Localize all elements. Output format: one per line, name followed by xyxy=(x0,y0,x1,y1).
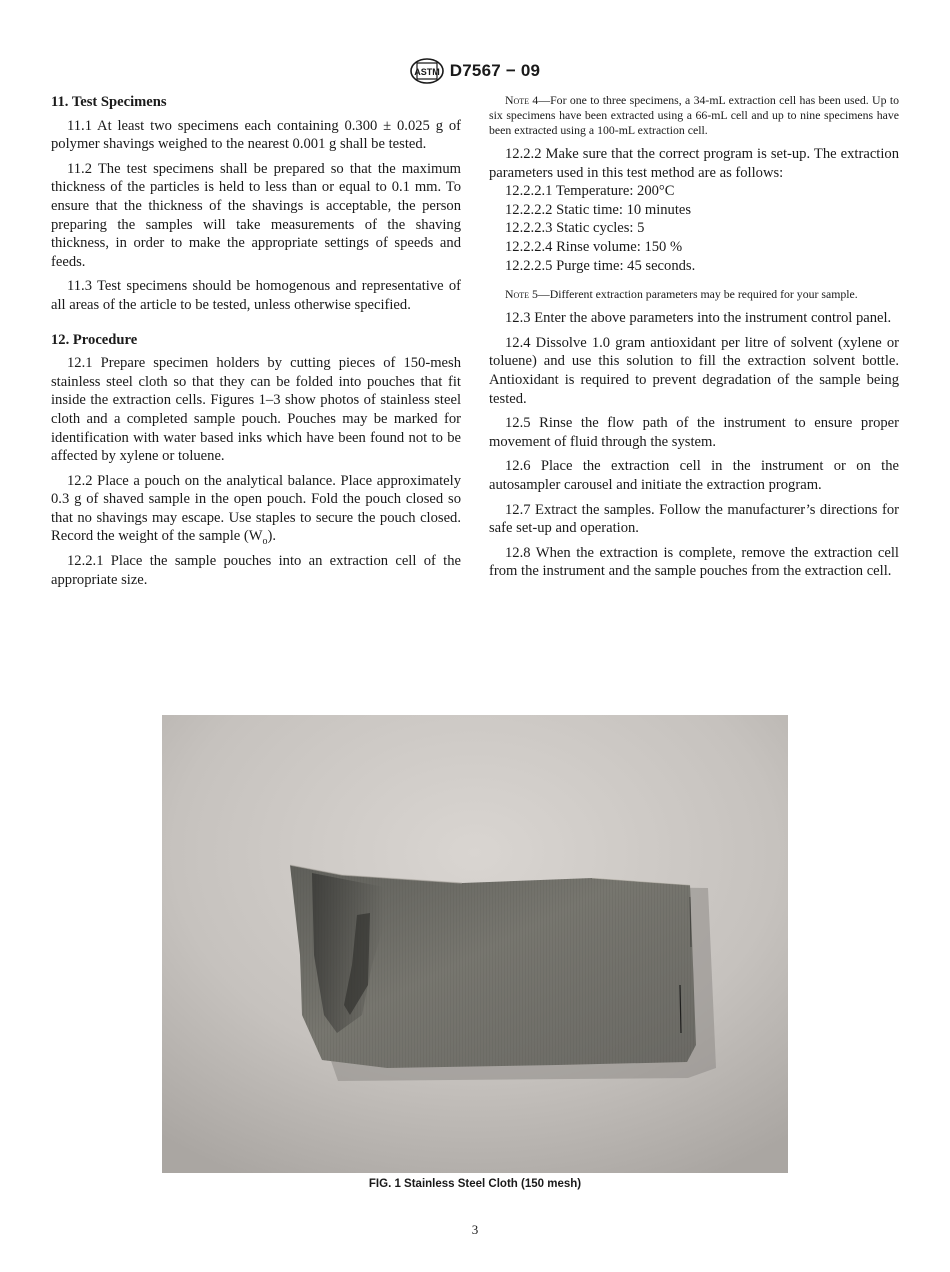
right-column xyxy=(489,93,899,587)
note-5-label: Note 5 xyxy=(505,287,538,302)
page-number: 3 xyxy=(471,1222,479,1237)
parameter-rinse-volume: 12.2.2.4 Rinse volume: 150 % xyxy=(505,238,683,255)
figure-1-caption: FIG. 1 Stainless Steel Cloth (150 mesh) xyxy=(368,1178,582,1190)
paragraph-12-8: 12.8 When the extraction is complete, remove the extraction cell from the instrument and the sample pouches from the extraction cell. xyxy=(489,544,899,580)
astm-logo-icon xyxy=(410,58,444,84)
steel-cloth-photo-image xyxy=(162,715,788,1173)
note-4 xyxy=(489,93,899,138)
parameter-purge-time: 12.2.2.5 Purge time: 45 seconds. xyxy=(505,257,696,274)
weight-subscript: o xyxy=(262,536,268,548)
note-4-label: Note 4 xyxy=(505,93,539,107)
note-5-text: —Different extraction parameters may be required for your sample. xyxy=(537,287,858,302)
note-5 xyxy=(489,287,899,302)
parameter-temperature: 12.2.2.1 Temperature: 200°C xyxy=(505,183,675,200)
paragraph-12-6: 12.6 Place the extraction cell in the instrument or on the autosampler carousel and initiate the extraction program. xyxy=(489,458,899,493)
section-12-heading: 12. Procedure xyxy=(51,331,138,348)
paragraph-12-7: 12.7 Extract the samples. Follow the manufacturer’s directions for safe set-up and operation. xyxy=(489,501,899,537)
paragraph-11-2: 11.2 The test specimens shall be prepared so that the maximum thickness of the particles is held to less than or equal to 0.1 mm. To ensure that the thickness of the shavings is acceptable, the person preparing the samples will take measurements of the shaving thickness, in order to make the appropriate settings of speeds and feeds. xyxy=(51,160,461,270)
paragraph-12-4: 12.4 Dissolve 1.0 gram antioxidant per litre of solvent (xylene or toluene) and use this solution to fill the extraction solvent bottle. Antioxidant is required to prevent degradation of the sample being tested. xyxy=(489,334,899,407)
parameter-static-cycles: 12.2.2.3 Static cycles: 5 xyxy=(505,220,645,237)
left-column xyxy=(51,93,461,595)
page-header xyxy=(0,56,950,86)
paragraph-12-5: 12.5 Rinse the flow path of the instrument to ensure proper movement of fluid through the system. xyxy=(489,415,899,450)
paragraph-12-3: 12.3 Enter the above parameters into the instrument control panel. xyxy=(505,310,892,327)
logo-text: ASTM xyxy=(414,67,440,77)
note-4-text: —For one to three specimens, a 34-mL extraction cell has been used. Up to six specimens have been extracted using a 66-mL cell and up to nine specimens have been extracted using a 100-mL extraction cell. xyxy=(489,93,899,137)
parameter-static-time: 12.2.2.2 Static time: 10 minutes xyxy=(505,201,692,218)
paragraph-11-1: 11.1 At least two specimens each containing 0.300 ± 0.025 g of polymer shavings weighed to the nearest 0.001 g shall be tested. xyxy=(51,117,461,153)
paragraph-12-2 xyxy=(51,472,461,552)
paragraph-12-2-end: ). xyxy=(267,528,277,545)
paragraph-12-2-text: 12.2 Place a pouch on the analytical balance. Place approximately 0.3 g of shaved sample in the open pouch. Fold the pouch closed so that no shavings may escape. Use staples to secure the pouch closed. Record the weight of the sample (W xyxy=(51,472,461,545)
paragraph-12-1: 12.1 Prepare specimen holders by cutting pieces of 150-mesh stainless steel cloth so that they can be folded into pouches that fit inside the extraction cells. Figures 1–3 show photos of stainless steel cloth and a completed sample pouch. Pouches may be marked for identification with water based inks which have been found not to be affected by xylene or toluene. xyxy=(51,355,461,465)
document-designation: D7567 − 09 xyxy=(449,61,541,80)
section-11-heading: 11. Test Specimens xyxy=(51,94,167,110)
paragraph-12-2-1: 12.2.1 Place the sample pouches into an extraction cell of the appropriate size. xyxy=(51,552,461,588)
paragraph-11-3: 11.3 Test specimens should be homogenous and representative of all areas of the article to be tested, unless otherwise specified. xyxy=(51,278,461,313)
figure-1-photo xyxy=(162,715,788,1173)
paragraph-12-2-2: 12.2.2 Make sure that the correct program is set-up. The extraction parameters used in this test method are as follows: xyxy=(489,146,899,181)
